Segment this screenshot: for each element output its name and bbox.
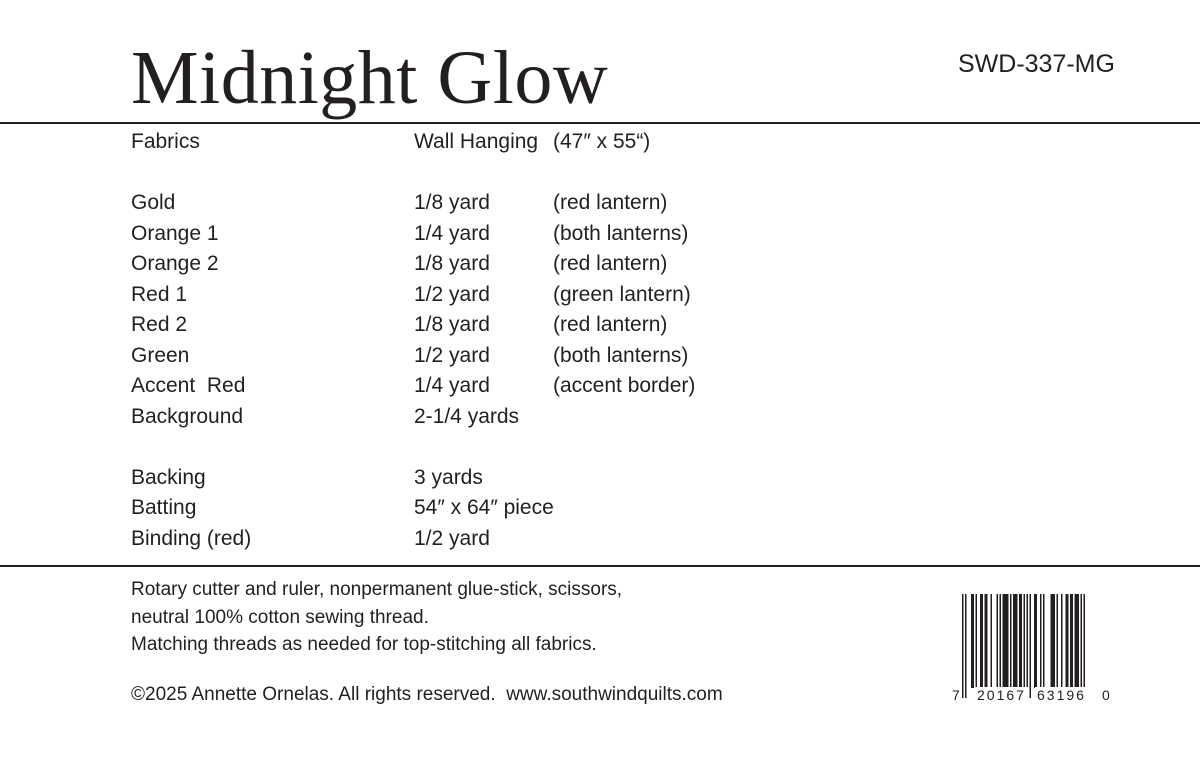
barcode-bar xyxy=(1081,594,1083,688)
finished-dimensions: (47″ x 55“) xyxy=(553,130,651,153)
fabric-usage: (accent border) xyxy=(553,374,696,397)
sku-code: SWD-337-MG xyxy=(958,50,1115,78)
barcode-bar xyxy=(1027,594,1029,698)
fabrics-heading: Fabrics xyxy=(131,130,200,153)
barcode-bar xyxy=(1066,594,1069,688)
barcode-bar xyxy=(1057,594,1059,688)
barcode-bar xyxy=(1051,594,1056,688)
barcode-left-digits: 20167 xyxy=(977,687,1026,703)
fabric-name: Green xyxy=(131,343,190,367)
barcode-bar xyxy=(1003,594,1009,688)
fabric-usage: (red lantern) xyxy=(553,252,668,275)
upc-barcode xyxy=(950,594,1120,714)
fabric-amount: 1/2 yard xyxy=(414,282,490,306)
finishing-amount: 54″ x 64″ piece xyxy=(414,496,554,519)
fabric-amount: 1/4 yard xyxy=(414,221,490,245)
barcode-bar xyxy=(1030,594,1032,698)
names-column xyxy=(131,127,251,554)
fabric-name: Orange 2 xyxy=(131,252,219,275)
fabric-name: Orange 1 xyxy=(131,221,219,245)
finishing-name: Batting xyxy=(131,496,197,519)
amounts-column xyxy=(414,127,554,554)
barcode-bar xyxy=(1040,594,1042,688)
barcode-bar xyxy=(1013,594,1018,688)
barcode-bar xyxy=(991,594,993,688)
barcode-bar xyxy=(1070,594,1073,688)
fabric-amount: 1/8 yard xyxy=(414,191,490,214)
fabric-amount: 2-1/4 yards xyxy=(414,404,520,428)
finishing-amount: 3 yards xyxy=(414,465,483,489)
barcode-bar xyxy=(976,594,978,688)
supplies-line: neutral 100% cotton sewing thread. xyxy=(131,606,429,628)
size-label: Wall Hanging xyxy=(414,130,539,153)
finishing-amount: 1/2 yard xyxy=(414,526,490,550)
fabric-amount: 1/8 yard xyxy=(414,252,490,275)
barcode-bar xyxy=(985,594,988,688)
barcode-bar xyxy=(980,594,983,688)
barcode-bar xyxy=(1043,594,1045,688)
barcode-bar xyxy=(1034,594,1037,688)
fabric-name: Red 2 xyxy=(131,313,188,336)
copyright-line: ©2025 Annette Ornelas. All rights reserved. www.southwindquilts.com xyxy=(131,684,723,705)
fabric-usage: (green lantern) xyxy=(553,282,691,306)
barcode-first-digit: 7 xyxy=(952,687,960,703)
barcode-bar xyxy=(1061,594,1063,688)
fabric-usage: (red lantern) xyxy=(553,191,668,214)
fabric-name: Background xyxy=(131,404,244,428)
finishing-name: Binding (red) xyxy=(131,526,252,550)
barcode-bar xyxy=(997,594,999,688)
barcode-bar xyxy=(1000,594,1002,688)
top-divider xyxy=(0,122,1200,124)
bottom-divider xyxy=(0,565,1200,567)
fabric-amount: 1/2 yard xyxy=(414,343,490,367)
barcode-bar xyxy=(1010,594,1012,688)
barcode-last-digit: 0 xyxy=(1102,687,1110,703)
fabric-amount: 1/8 yard xyxy=(414,313,490,336)
barcode-bar xyxy=(965,594,967,698)
supplies-notes xyxy=(131,576,622,659)
barcode-bar xyxy=(1075,594,1080,688)
fabric-usage: (both lanterns) xyxy=(553,343,689,367)
fabric-name: Red 1 xyxy=(131,282,188,306)
barcode-bar xyxy=(1024,594,1026,688)
usage-column xyxy=(553,127,695,402)
fabric-amount: 1/4 yard xyxy=(414,374,490,397)
barcode-bar xyxy=(962,594,964,698)
pattern-title: Midnight Glow xyxy=(131,36,609,120)
finishing-name: Backing xyxy=(131,465,206,489)
barcode-bar xyxy=(1019,594,1022,688)
fabric-name: Gold xyxy=(131,191,176,214)
barcode-bar xyxy=(971,594,974,688)
supplies-line: Rotary cutter and ruler, nonpermanent glue-stick, scissors, xyxy=(131,579,623,600)
fabric-name: Accent Red xyxy=(131,374,246,397)
fabric-usage: (red lantern) xyxy=(553,313,668,336)
barcode-bar xyxy=(1084,594,1086,698)
barcode-right-digits: 63196 xyxy=(1037,687,1086,703)
fabric-usage: (both lanterns) xyxy=(553,221,689,245)
supplies-line: Matching threads as needed for top-stitching all fabrics. xyxy=(131,634,597,655)
